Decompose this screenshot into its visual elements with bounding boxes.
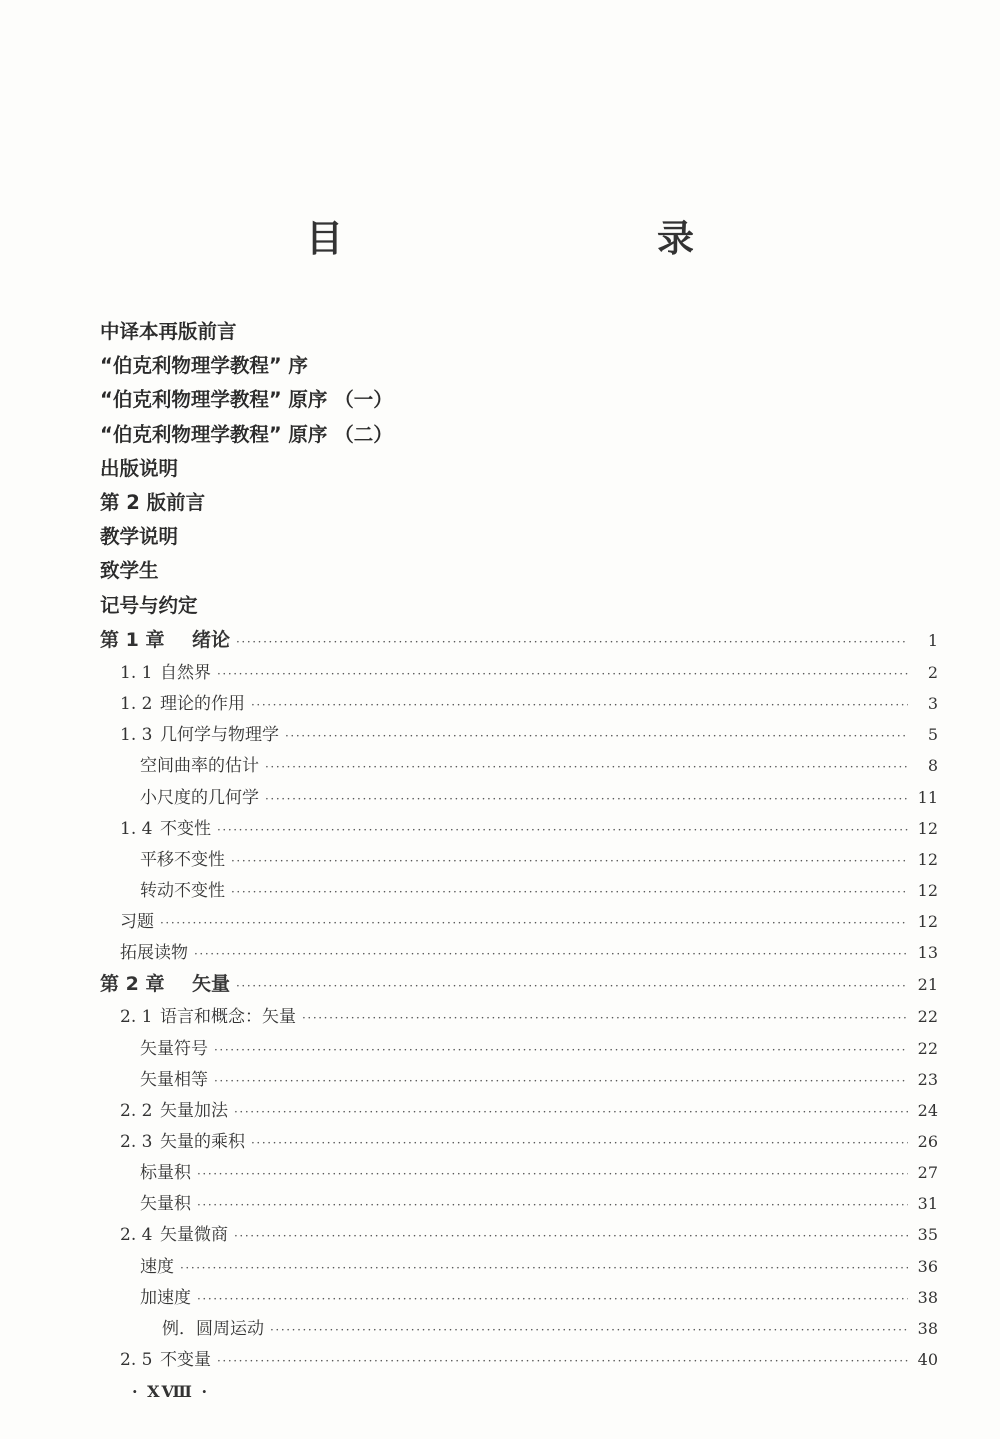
toc-number: 1. 4	[120, 818, 153, 839]
toc-subsection[interactable]	[100, 1064, 938, 1095]
toc-page-number: 8	[927, 756, 938, 776]
leader-dots	[217, 659, 908, 690]
toc-section-1-2[interactable]	[100, 688, 938, 719]
toc-chapter-1[interactable]	[100, 624, 938, 657]
toc-number: 第 2 章	[100, 973, 165, 996]
toc-page-number: 36	[917, 1256, 938, 1276]
toc-title: 平移不变性	[140, 849, 225, 870]
toc-subsection[interactable]	[100, 750, 938, 781]
page-title: 目 录	[306, 217, 774, 260]
toc-title: 理论的作用	[160, 694, 245, 715]
leader-dots	[234, 1221, 908, 1252]
toc-number: 2. 5	[120, 1349, 153, 1370]
toc-page-number: 38	[917, 1318, 938, 1338]
toc-title: 拓展读物	[120, 943, 188, 964]
leader-dots	[251, 690, 908, 721]
toc-page-number: 3	[927, 694, 938, 714]
leader-dots	[302, 1003, 908, 1034]
toc-number: 第 1 章	[100, 629, 165, 651]
toc-title: 加速度	[140, 1287, 191, 1308]
front-item-original-preface-1[interactable]: “伯克利物理学教程” 原序 （一）	[100, 388, 393, 412]
toc-page-number: 40	[917, 1349, 938, 1369]
leader-dots	[270, 1315, 908, 1346]
toc-subsection[interactable]	[100, 1033, 938, 1064]
toc-number: 2. 1	[120, 1007, 153, 1028]
front-item-series-preface[interactable]: “伯克利物理学教程” 序	[100, 354, 308, 378]
toc-further-reading[interactable]	[100, 937, 938, 968]
toc-page-number: 26	[917, 1131, 938, 1151]
toc-section-2-4[interactable]	[100, 1219, 938, 1250]
toc-title: 小尺度的几何学	[140, 787, 259, 808]
toc-page-number: 21	[917, 975, 938, 995]
leader-dots	[231, 846, 908, 877]
toc-example[interactable]	[100, 1313, 938, 1344]
toc-number: 2. 3	[120, 1131, 153, 1152]
front-item-original-preface-2[interactable]: “伯克利物理学教程” 原序 （二）	[100, 422, 393, 446]
toc-subsection[interactable]	[100, 782, 938, 813]
leader-dots	[231, 877, 908, 908]
toc-section-2-5[interactable]	[100, 1344, 938, 1375]
toc-page-number: 22	[917, 1007, 938, 1027]
toc-title: 几何学与物理学	[160, 725, 279, 746]
toc-number: 2. 4	[120, 1225, 153, 1246]
toc-page-number: 13	[917, 943, 938, 963]
front-item-publication-note[interactable]: 出版说明	[100, 456, 179, 480]
toc-title: 自然界	[160, 663, 211, 683]
toc-section-1-1[interactable]	[100, 657, 938, 688]
leader-dots	[217, 1346, 908, 1377]
toc-title: 标量积	[140, 1163, 191, 1184]
leader-dots	[197, 1190, 908, 1221]
toc-page-number: 12	[917, 880, 938, 900]
toc-page-number: 12	[917, 818, 938, 838]
toc-title: 矢量	[192, 973, 231, 996]
leader-dots	[160, 908, 908, 939]
toc-page-number: 5	[927, 725, 938, 745]
leader-dots	[194, 939, 908, 970]
toc-section-2-2[interactable]	[100, 1095, 938, 1126]
toc-subsection[interactable]	[100, 1157, 938, 1188]
toc-page-number: 24	[917, 1100, 938, 1120]
page-folio: · XⅧ ·	[132, 1382, 210, 1401]
toc-subsection[interactable]	[100, 1282, 938, 1313]
toc-page-number: 11	[917, 787, 938, 807]
toc-page-number: 1	[927, 631, 938, 650]
leader-dots	[214, 1066, 908, 1097]
toc-subsection[interactable]	[100, 1251, 938, 1282]
toc-number: 1. 2	[120, 694, 153, 715]
toc-title: 语言和概念：矢量	[160, 1007, 296, 1028]
toc-title: 矢量的乘积	[160, 1131, 245, 1152]
toc-page-number: 12	[917, 912, 938, 932]
leader-dots	[265, 752, 908, 783]
toc-section-2-1[interactable]	[100, 1001, 938, 1032]
toc-page-number: 38	[917, 1287, 938, 1307]
toc-title: 矢量相等	[140, 1069, 208, 1090]
toc-title: 矢量积	[140, 1194, 191, 1215]
leader-dots	[197, 1284, 908, 1315]
leader-dots	[236, 626, 908, 659]
toc-chapter-2[interactable]	[100, 968, 938, 1001]
toc-title: 绪论	[192, 629, 231, 651]
leader-dots	[265, 784, 908, 815]
toc-section-2-3[interactable]	[100, 1126, 938, 1157]
leader-dots	[217, 815, 908, 846]
front-item-second-edition-preface[interactable]: 第 2 版前言	[100, 490, 206, 514]
front-item-teaching-note[interactable]: 教学说明	[100, 525, 179, 549]
toc-title: 不变量	[160, 1349, 211, 1370]
toc-subsection[interactable]	[100, 875, 938, 906]
leader-dots	[214, 1035, 908, 1066]
toc-title: 习题	[120, 912, 154, 933]
toc-section-1-4[interactable]	[100, 813, 938, 844]
toc-page-number: 27	[917, 1163, 938, 1183]
toc-page-number: 35	[917, 1225, 938, 1245]
toc-page-number: 23	[917, 1069, 938, 1089]
leader-dots	[197, 1159, 908, 1190]
front-item-notation[interactable]: 记号与约定	[100, 593, 198, 617]
front-item-preface-reprint[interactable]: 中译本再版前言	[100, 320, 237, 343]
toc-number: 1. 3	[120, 725, 153, 746]
toc-exercises[interactable]	[100, 906, 938, 937]
toc-title: 矢量符号	[140, 1038, 208, 1059]
toc-number: 2. 2	[120, 1100, 153, 1121]
toc-page-number: 31	[917, 1194, 938, 1214]
leader-dots	[180, 1253, 908, 1284]
toc-page-number: 22	[917, 1038, 938, 1058]
toc-subsection[interactable]	[100, 1188, 938, 1219]
toc-title: 不变性	[160, 818, 211, 839]
toc-title: 矢量微商	[160, 1225, 228, 1246]
front-matter-list	[100, 315, 393, 623]
toc-page-number: 12	[917, 849, 938, 869]
toc-title: 例．圆周运动	[162, 1318, 264, 1339]
leader-dots	[234, 1097, 908, 1128]
toc-title: 空间曲率的估计	[140, 756, 259, 777]
toc-number: 1. 1	[120, 663, 153, 683]
toc-subsection[interactable]	[100, 844, 938, 875]
toc-title: 速度	[140, 1256, 174, 1277]
front-item-to-students[interactable]: 致学生	[100, 559, 159, 583]
leader-dots	[236, 970, 908, 1003]
toc-title: 矢量加法	[160, 1100, 228, 1121]
leader-dots	[285, 721, 908, 752]
toc-section-1-3[interactable]	[100, 719, 938, 750]
toc-title: 转动不变性	[140, 880, 225, 901]
toc-page-number: 2	[927, 663, 938, 682]
leader-dots	[251, 1128, 908, 1159]
table-of-contents	[100, 624, 938, 1375]
